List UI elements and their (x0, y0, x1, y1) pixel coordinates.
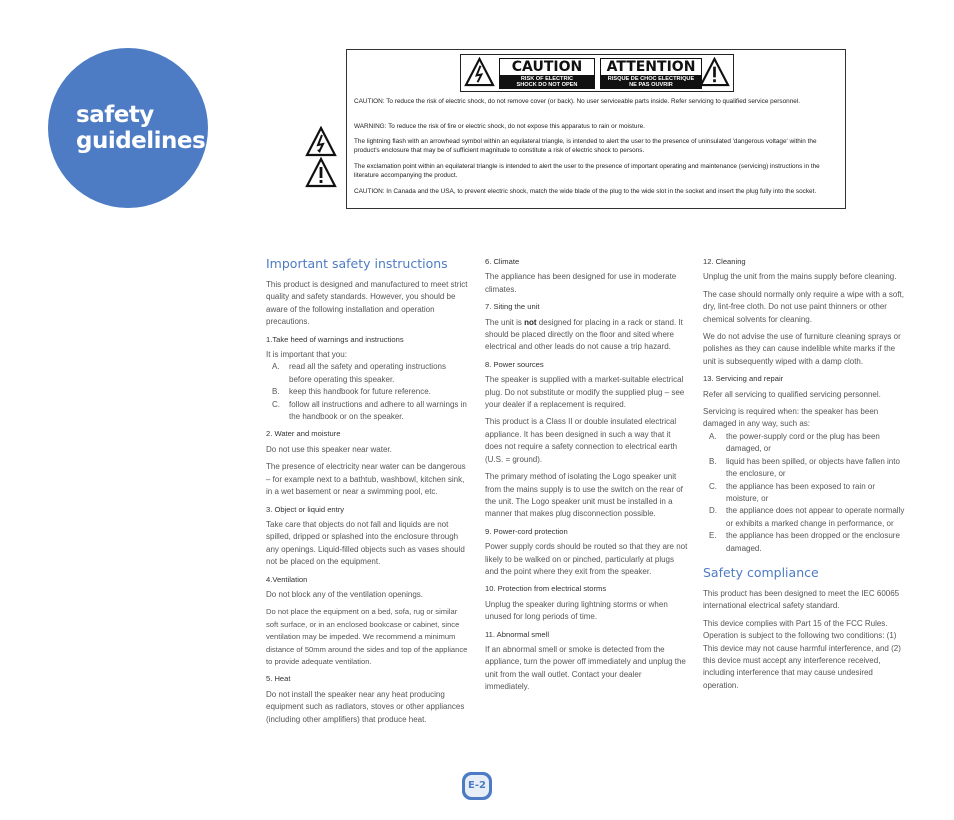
caution-heading: CAUTION (499, 58, 595, 76)
section-heading: 8. Power sources (485, 359, 544, 369)
list-item (703, 530, 908, 555)
list-text: follow all instructions and adhere to all warnings in the handbook or on the speaker. (289, 399, 467, 422)
exclamation-explanation: The exclamation point within an equilateral triangle is intended to alert the user to the presence of important operating and maintenance (servicing) instructions in the literature accompanying the product. (354, 163, 820, 179)
paragraph: Servicing is required when: the speaker has been damaged in any way, such as: (703, 407, 879, 429)
section-heading: 4.Ventilation (266, 574, 308, 584)
caution-sub-line-1: RISK OF ELECTRIC (520, 76, 574, 82)
list-text: liquid has been spilled, or objects have fallen into the enclosure, or (726, 456, 900, 479)
attention-sub-line-1: RISQUE DE CHOC ELECTRIQUE (607, 76, 695, 82)
column-3 (703, 256, 908, 697)
list-item (703, 431, 908, 456)
paragraph: Do not block any of the ventilation openings. (266, 589, 423, 599)
list-item (266, 386, 470, 398)
list-marker: A. (272, 362, 280, 372)
paragraph: Unplug the speaker during lightning storms or when unused for long periods of time. (485, 599, 668, 622)
list-marker: E. (709, 531, 717, 541)
warning-para: WARNING: To reduce the risk of fire or electric shock, do not expose this apparatus to rain or moisture. (354, 123, 645, 130)
section-heading: 6. Climate (485, 257, 520, 266)
list-text: the power-supply cord or the plug has been damaged, or (726, 431, 880, 454)
paragraph: Do not place the equipment on a bed, sofa, rug or similar soft surface, or in an enclosed bookcase or cabinet, since ventilation may be impeded. We recommend a minimum distance of 50mm around the sides and top of the appliance to provide adequate ventilation. (266, 607, 468, 666)
list-item (703, 505, 908, 530)
attention-subtext (600, 76, 702, 89)
section-heading: 9. Power-cord protection (485, 526, 568, 536)
paragraph: Do not install the speaker near any heat producing equipment such as radiators, stoves or other appliances (including other amplifiers) that produce heat. (266, 689, 465, 724)
paragraph: Power supply cords should be routed so that they are not likely to be walked on or pinched, particularly at plugs and the point where they exit from the speaker. (485, 542, 688, 576)
paragraph: This product is a Class II or double insulated electrical appliance. It has been designed in such a way that it does not require a safety connection to electrical earth (U.S. = ground). (485, 417, 678, 464)
paragraph: The case should normally only require a wipe with a soft, dry, lint-free cloth. Do not use paint thinners or other chemical solvents for cleaning. (703, 289, 904, 324)
intro-paragraph: This product is designed and manufactured to meet strict quality and safety standards. However, you should be aware of the following installation and operation precautions. (266, 280, 468, 327)
lightning-warning-icon (305, 126, 337, 158)
page-number-badge (462, 772, 492, 800)
title-line-1: safety (76, 102, 154, 128)
caution-subtext (499, 76, 595, 89)
paragraph: Unplug the unit from the mains supply before cleaning. (703, 272, 897, 282)
paragraph: The primary method of isolating the Logo speaker unit from the mains supply is to use the switch on the rear of the unit. The Logo speaker unit must be installed in a manner that makes plug disconnection possible. (485, 472, 683, 519)
section-heading: 5. Heat (266, 674, 291, 684)
list-marker: C. (709, 481, 717, 491)
paragraph (485, 317, 688, 354)
list-item (703, 456, 908, 481)
text-run: designed for placing in a rack or stand. It should be placed directly on the floor and sited where electrical and other leads do not cause a trip hazard. (485, 317, 683, 352)
attention-panel (600, 58, 702, 88)
section-heading: 3. Object or liquid entry (266, 504, 345, 514)
section-heading: 11. Abnormal smell (485, 629, 550, 639)
list-item (266, 399, 470, 424)
caution-sub-line-2: SHOCK DO NOT OPEN (516, 82, 578, 89)
important-safety-heading: Important safety instructions (266, 256, 448, 271)
paragraph: Take care that objects do not fall and liquids are not spilled, dripped or splashed into the enclosure through any openings. Liquid-filled objects such as vases should not be placed on the equipment. (266, 519, 465, 567)
column-2 (485, 256, 688, 699)
safety-compliance-heading: Safety compliance (703, 564, 819, 580)
page-number: E-2 (465, 775, 489, 797)
page-title (76, 102, 205, 154)
list-text: the appliance has been exposed to rain or moisture, or (726, 481, 875, 503)
section-heading: 1.Take heed of warnings and instructions (266, 334, 404, 344)
section-heading: 13. Servicing and repair (703, 374, 784, 384)
plug-caution: CAUTION: In Canada and the USA, to prevent electric shock, match the wide blade of the plug to the wide slot in the socket and insert the plug fully into the socket. (354, 188, 817, 195)
exclamation-warning-icon (305, 157, 337, 189)
list-text: read all the safety and operating instructions before operating this speaker. (289, 362, 446, 384)
servicing-list (703, 431, 908, 555)
paragraph: The speaker is supplied with a market-suitable electrical plug. Do not substitute or modify the supplied plug – see your dealer if a replacement is required. (485, 375, 685, 410)
list-text: the appliance has been dropped or the enclosure damaged. (726, 531, 900, 553)
attention-sub-line-2: NE PAS OUVRIR (629, 82, 673, 89)
paragraph: We do not advise the use of furniture cleaning sprays or polishes as they can cause indelible white marks if the unit is subsequently wiped with a damp cloth. (703, 332, 901, 366)
section-heading: 10. Protection from electrical storms (485, 584, 607, 594)
paragraph: It is important that you: (266, 350, 347, 360)
text-run: The unit is (485, 317, 525, 327)
list-marker: B. (272, 387, 280, 397)
caution-panel (499, 58, 595, 88)
list-marker: C. (272, 399, 280, 409)
instruction-list (266, 361, 470, 423)
paragraph: Do not use this speaker near water. (266, 444, 392, 454)
paragraph: The presence of electricity near water can be dangerous – for example next to a bathtub, washbowl, kitchen sink, in a wet basement or near a swimming pool, etc. (266, 462, 466, 497)
list-text: the appliance does not appear to operate normally or exhibits a marked change in performance, or (726, 506, 905, 528)
paragraph: If an abnormal smell or smoke is detected from the appliance, turn the power off immediately and unplug the unit from the wall outlet. Contact your dealer immediately. (485, 644, 686, 692)
paragraph: This device complies with Part 15 of the FCC Rules. Operation is subject to the following two conditions: (1) This device may not cause harmful interference, and (2) this device must accept any interference received, including interference that may cause undesired operation. (703, 618, 901, 690)
attention-heading: ATTENTION (600, 58, 702, 76)
title-circle (48, 48, 208, 208)
list-item (703, 481, 908, 506)
paragraph: This product has been designed to meet the IEC 60065 international electrical safety standard. (703, 588, 900, 611)
section-heading: 7. Siting the unit (485, 302, 540, 312)
lightning-warning-icon (464, 57, 495, 88)
section-heading: 2. Water and moisture (266, 429, 341, 439)
list-marker: D. (709, 506, 717, 516)
list-item (266, 361, 470, 386)
exclamation-warning-icon (699, 57, 730, 88)
section-heading: 12. Cleaning (703, 257, 746, 266)
emphasis: not (524, 317, 537, 327)
lightning-explanation: The lightning flash with an arrowhead symbol within an equilateral triangle, is intended to alert the user to the presence of uninsulated 'dangerous voltage' within the product's enclosure that may be of sufficient magnitude to constitute a risk of electric shock to persons. (354, 138, 817, 154)
list-marker: B. (709, 456, 717, 466)
list-marker: A. (709, 431, 717, 441)
list-text: keep this handbook for future reference. (289, 387, 431, 397)
paragraph: Refer all servicing to qualified servicing personnel. (703, 389, 881, 399)
column-1 (266, 256, 470, 731)
caution-box (346, 49, 846, 209)
paragraph: The appliance has been designed for use in moderate climates. (485, 272, 677, 294)
title-line-2: guidelines (76, 128, 206, 154)
caution-banner (460, 54, 734, 92)
caution-para-1: CAUTION: To reduce the risk of electric shock, do not remove cover (or back). No user serviceable parts inside. Refer servicing to qualified service personnel. (354, 98, 800, 105)
